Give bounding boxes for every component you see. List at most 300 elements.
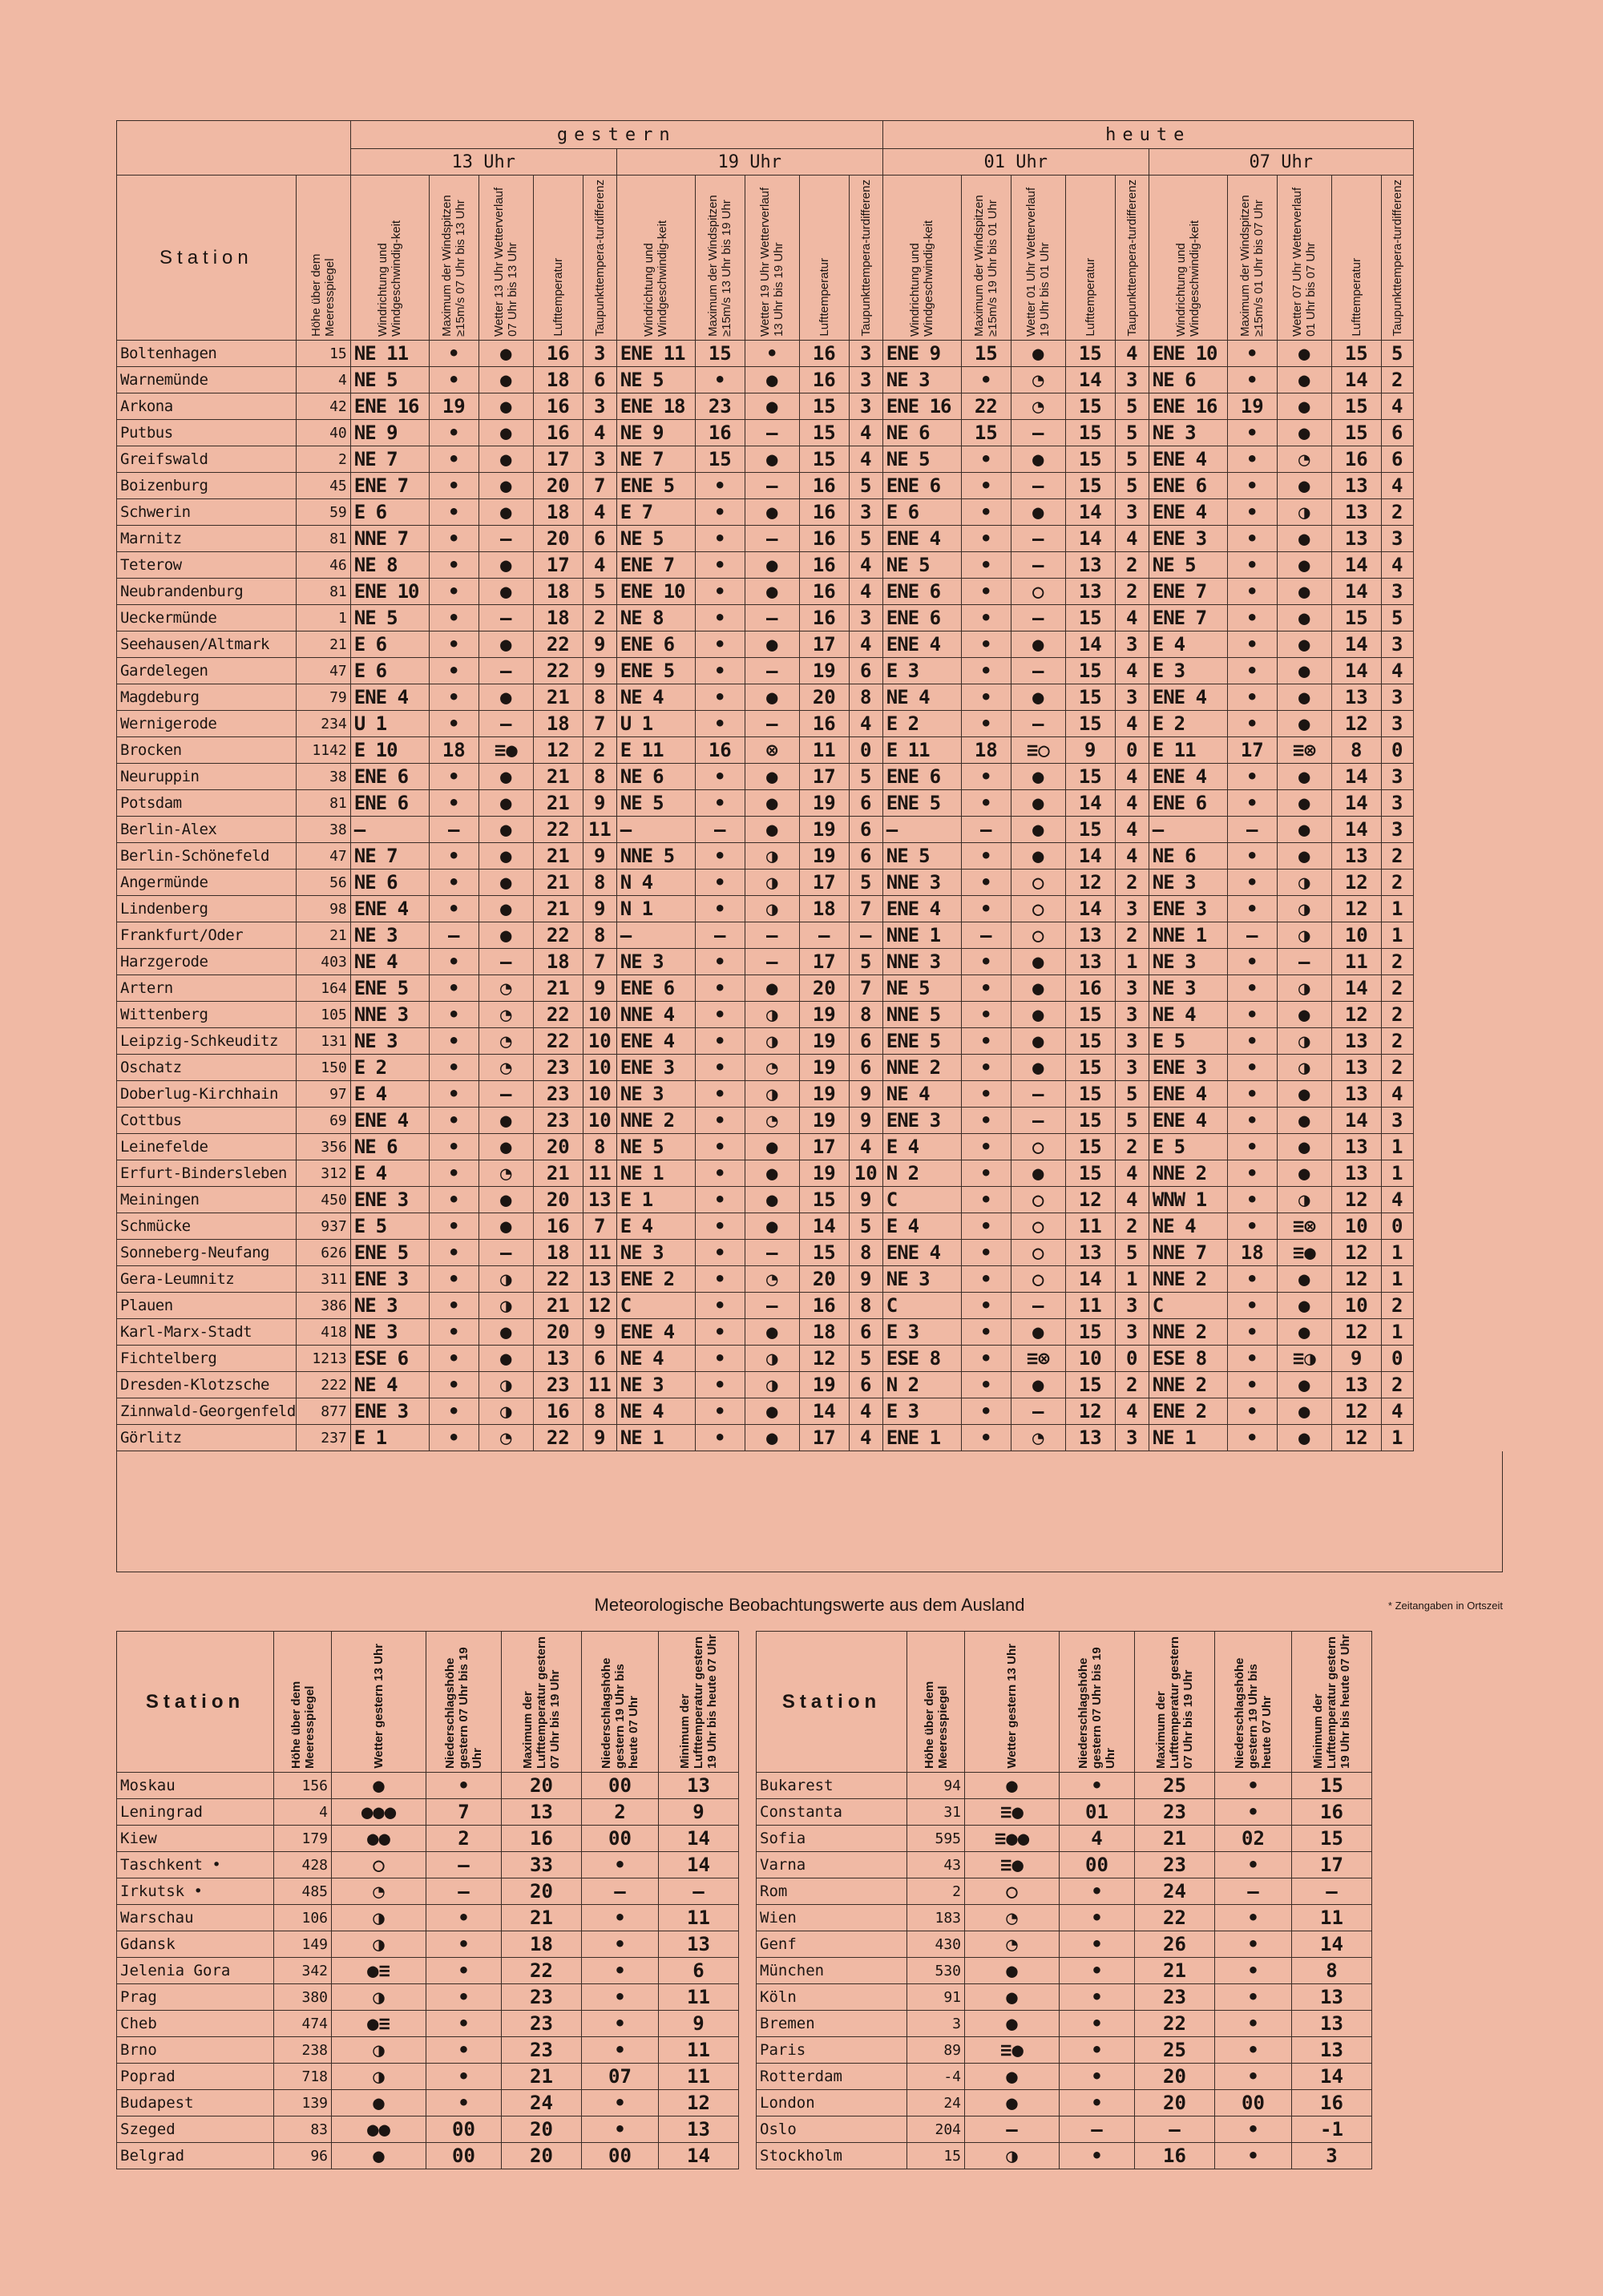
data-cell: • (695, 1346, 745, 1372)
data-cell: NE 8 (616, 605, 695, 632)
data-cell: • (1227, 1081, 1277, 1108)
data-cell: 16 (1065, 975, 1115, 1002)
data-cell: ●≡ (332, 1958, 426, 1984)
data-cell: • (582, 1958, 659, 1984)
data-cell: 14 (1331, 632, 1381, 658)
foreign-table (116, 1631, 1372, 2169)
data-cell: 11 (583, 1372, 616, 1398)
foreign-column-header: Maximum der Lufttemperatur gestern 07 Uhr bis 19 Uhr (1135, 1632, 1215, 1773)
column-header-h01-2: Wetter 01 Uhr Wetterverlauf 19 Uhr bis 01 Uhr (1011, 176, 1065, 341)
data-cell: ○ (1011, 1187, 1065, 1213)
data-cell: NE 5 (882, 843, 961, 870)
data-cell: – (478, 949, 533, 975)
data-cell: 6 (849, 790, 882, 817)
data-cell: NNE 5 (882, 1002, 961, 1028)
data-cell: 7 (583, 473, 616, 499)
data-cell: • (429, 1160, 478, 1187)
station-altitude: 403 (296, 949, 350, 975)
data-cell: 4 (1060, 1826, 1135, 1852)
data-cell: C (1149, 1293, 1227, 1319)
data-cell: 4 (583, 499, 616, 526)
data-cell: ● (745, 1187, 799, 1213)
data-cell: 4 (849, 1134, 882, 1160)
data-cell: • (961, 1002, 1011, 1028)
data-cell: • (429, 896, 478, 922)
data-cell: 21 (533, 764, 583, 790)
data-cell: ◔ (1011, 367, 1065, 393)
data-cell: 7 (583, 1213, 616, 1240)
data-cell: 4 (583, 552, 616, 579)
data-cell: 14 (1331, 764, 1381, 790)
data-cell: ● (478, 393, 533, 420)
data-cell: 13 (1331, 684, 1381, 711)
data-cell: 530 (907, 1958, 965, 1984)
data-cell: • (1215, 2143, 1292, 2169)
data-cell: • (961, 1240, 1011, 1266)
data-cell: – (1060, 2116, 1135, 2143)
data-cell: 15 (1065, 1319, 1115, 1346)
table-row (117, 843, 1414, 870)
column-header-g19-1: Maximum der Windspitzen ≥15m/s 13 Uhr bis 19 Uhr (695, 176, 745, 341)
data-cell: C (882, 1293, 961, 1319)
data-cell: 183 (907, 1905, 965, 1931)
data-cell: 4 (1115, 341, 1149, 367)
data-cell: NNE 3 (882, 949, 961, 975)
data-cell: – (478, 1240, 533, 1266)
data-cell: 25 (1135, 1773, 1215, 1799)
data-cell: 12 (1065, 1187, 1115, 1213)
column-header-h07-4: Taupunkttempera-turdifferenz (1381, 176, 1413, 341)
data-cell: • (429, 632, 478, 658)
data-cell: 00 (1060, 1852, 1135, 1878)
station-name: Karl-Marx-Stadt (117, 1319, 297, 1346)
column-header-g13-0: Windrichtung und Windgeschwindig-keit (350, 176, 429, 341)
data-cell: ENE 4 (882, 526, 961, 552)
data-cell: 4 (849, 579, 882, 605)
data-cell: 22 (533, 1028, 583, 1055)
data-cell: ◑ (745, 1081, 799, 1108)
data-cell: ● (1277, 1160, 1331, 1187)
data-cell: • (695, 870, 745, 896)
data-cell: 7 (849, 896, 882, 922)
data-cell: ● (1011, 1028, 1065, 1055)
data-cell: NE 6 (350, 870, 429, 896)
data-cell: E 3 (882, 1398, 961, 1425)
data-cell: • (429, 1266, 478, 1293)
data-cell: 2 (582, 1799, 659, 1826)
data-cell: ● (1011, 632, 1065, 658)
data-cell: 15 (1331, 393, 1381, 420)
data-cell: ENE 3 (1149, 896, 1227, 922)
data-cell: 15 (1065, 684, 1115, 711)
data-cell: 2 (1381, 1028, 1413, 1055)
data-cell: 22 (533, 632, 583, 658)
data-cell: • (1227, 341, 1277, 367)
data-cell: 106 (274, 1905, 332, 1931)
data-cell: E 3 (882, 1319, 961, 1346)
header-19-uhr: 19 Uhr (616, 149, 882, 176)
data-cell: ENE 6 (350, 764, 429, 790)
data-cell: 16 (799, 499, 849, 526)
data-cell: NNE 1 (1149, 922, 1227, 949)
data-cell: • (429, 1187, 478, 1213)
station-name: Brocken (117, 737, 297, 764)
data-cell: ENE 2 (616, 1266, 695, 1293)
data-cell: • (1227, 367, 1277, 393)
data-cell: ● (745, 579, 799, 605)
data-cell: 31 (907, 1799, 965, 1826)
station-rows (117, 341, 1414, 1451)
data-cell: ◑ (478, 1398, 533, 1425)
data-cell: 19 (799, 1160, 849, 1187)
data-cell: 23 (695, 393, 745, 420)
data-cell: 10 (849, 1160, 882, 1187)
data-cell: NE 4 (1149, 1002, 1227, 1028)
column-header-g13-1: Maximum der Windspitzen ≥15m/s 07 Uhr bis 13 Uhr (429, 176, 478, 341)
data-cell: 4 (1381, 658, 1413, 684)
data-cell: NE 5 (1149, 552, 1227, 579)
data-cell: • (961, 1346, 1011, 1372)
data-cell: 11 (659, 2064, 739, 2090)
data-cell: 13 (1331, 473, 1381, 499)
foreign-spacer (739, 1878, 757, 1905)
data-cell: 3 (1115, 1002, 1149, 1028)
data-cell: ● (332, 2143, 426, 2169)
data-cell: ENE 10 (1149, 341, 1227, 367)
data-cell: • (582, 1931, 659, 1958)
data-cell: NE 6 (1149, 843, 1227, 870)
table-row (117, 1187, 1414, 1213)
table-row (117, 870, 1414, 896)
data-cell: 20 (533, 473, 583, 499)
data-cell: NE 5 (616, 526, 695, 552)
data-cell: • (1227, 1108, 1277, 1134)
data-cell: NE 1 (616, 1160, 695, 1187)
data-cell: 8 (849, 1240, 882, 1266)
data-cell: 3 (1115, 896, 1149, 922)
data-cell: E 10 (350, 737, 429, 764)
data-cell: ◑ (332, 1905, 426, 1931)
data-cell: • (695, 1002, 745, 1028)
data-cell: • (695, 1081, 745, 1108)
data-cell: ◔ (332, 1878, 426, 1905)
foreign-column-header: Höhe über dem Meeresspiegel (907, 1632, 965, 1773)
data-cell: ENE 6 (882, 579, 961, 605)
data-cell: 13 (1331, 1081, 1381, 1108)
data-cell: NNE 2 (1149, 1319, 1227, 1346)
station-altitude: 237 (296, 1425, 350, 1451)
data-cell: • (1060, 1878, 1135, 1905)
data-cell: NE 3 (1149, 949, 1227, 975)
data-cell: 6 (849, 658, 882, 684)
data-cell: 14 (1065, 843, 1115, 870)
data-cell: • (426, 2011, 502, 2037)
data-cell: E 11 (616, 737, 695, 764)
station-name: Stockholm (757, 2143, 907, 2169)
data-cell: NE 9 (350, 420, 429, 446)
data-cell: 12 (1331, 1002, 1381, 1028)
column-header-g19-0: Windrichtung und Windgeschwindig-keit (616, 176, 695, 341)
data-cell: • (961, 1160, 1011, 1187)
data-cell: 430 (907, 1931, 965, 1958)
foreign-spacer (739, 1905, 757, 1931)
data-cell: 12 (1331, 870, 1381, 896)
data-cell: ENE 3 (350, 1266, 429, 1293)
data-cell: – (1011, 605, 1065, 632)
data-cell: • (429, 1108, 478, 1134)
data-cell: ● (478, 473, 533, 499)
data-cell: • (1227, 605, 1277, 632)
data-cell: ● (745, 1134, 799, 1160)
data-cell: ESE 8 (882, 1346, 961, 1372)
data-cell: NNE 7 (1149, 1240, 1227, 1266)
table-row (117, 764, 1414, 790)
data-cell: ● (478, 1108, 533, 1134)
data-cell: NE 7 (350, 446, 429, 473)
data-cell: NE 7 (350, 843, 429, 870)
data-cell: 4 (849, 711, 882, 737)
data-cell: 9 (849, 1266, 882, 1293)
station-name: Wittenberg (117, 1002, 297, 1028)
data-cell: • (961, 896, 1011, 922)
data-cell: ENE 4 (882, 896, 961, 922)
blank-section (116, 1451, 1503, 1572)
table-row (117, 1372, 1414, 1398)
data-cell: • (429, 790, 478, 817)
data-cell: 14 (1065, 526, 1115, 552)
data-cell: ● (745, 1425, 799, 1451)
data-cell: • (582, 1905, 659, 1931)
data-cell: ● (478, 499, 533, 526)
foreign-spacer (739, 2064, 757, 2090)
data-cell: – (745, 711, 799, 737)
station-name: Harzgerode (117, 949, 297, 975)
station-altitude: 1142 (296, 737, 350, 764)
header-heute: heute (882, 121, 1413, 149)
data-cell: 13 (659, 1773, 739, 1799)
data-cell: ENE 6 (350, 790, 429, 817)
data-cell: NNE 3 (350, 1002, 429, 1028)
table-row (117, 737, 1414, 764)
data-cell: 474 (274, 2011, 332, 2037)
data-cell: – (961, 922, 1011, 949)
data-cell: 3 (1381, 1108, 1413, 1134)
data-cell: 22 (533, 817, 583, 843)
data-cell: ● (478, 341, 533, 367)
data-cell: • (429, 420, 478, 446)
table-row (117, 632, 1414, 658)
data-cell: ● (745, 367, 799, 393)
data-cell: ENE 3 (882, 1108, 961, 1134)
foreign-column-header: Niederschlagshöhe gestern 19 Uhr bis heute 07 Uhr (582, 1632, 659, 1773)
data-cell: 8 (849, 1293, 882, 1319)
data-cell: 1 (1381, 1266, 1413, 1293)
data-cell: 15 (1065, 341, 1115, 367)
data-cell: ○ (332, 1852, 426, 1878)
data-cell: • (961, 1081, 1011, 1108)
data-cell: 15 (907, 2143, 965, 2169)
data-cell: ENE 3 (350, 1187, 429, 1213)
data-cell: NE 5 (616, 367, 695, 393)
station-altitude: 2 (296, 446, 350, 473)
data-cell: NE 1 (1149, 1425, 1227, 1451)
data-cell: E 6 (350, 658, 429, 684)
data-cell: NE 3 (1149, 420, 1227, 446)
data-cell: 9 (583, 896, 616, 922)
data-cell: ● (1277, 526, 1331, 552)
data-cell: ● (1277, 1398, 1331, 1425)
data-cell: ● (478, 817, 533, 843)
data-cell: 21 (533, 1293, 583, 1319)
data-cell: 8 (1331, 737, 1381, 764)
data-cell: • (1060, 1958, 1135, 1984)
data-cell: 11 (799, 737, 849, 764)
data-cell: 12 (533, 737, 583, 764)
data-cell: 96 (274, 2143, 332, 2169)
data-cell: E 5 (1149, 1028, 1227, 1055)
header-gestern: gestern (350, 121, 882, 149)
data-cell: • (429, 1028, 478, 1055)
data-cell: • (961, 1028, 1011, 1055)
data-cell: 15 (1065, 1108, 1115, 1134)
data-cell: 14 (1331, 579, 1381, 605)
data-cell: 94 (907, 1773, 965, 1799)
data-cell: 15 (799, 420, 849, 446)
data-cell: 15 (799, 393, 849, 420)
foreign-column-header: Station (117, 1632, 274, 1773)
data-cell: NE 7 (616, 446, 695, 473)
data-cell: • (961, 526, 1011, 552)
data-cell: • (695, 684, 745, 711)
data-cell: ENE 2 (1149, 1398, 1227, 1425)
data-cell: 23 (533, 1372, 583, 1398)
data-cell: NE 5 (350, 367, 429, 393)
data-cell: – (961, 817, 1011, 843)
data-cell: 19 (799, 1108, 849, 1134)
data-cell: • (429, 1134, 478, 1160)
data-cell: ENE 4 (350, 896, 429, 922)
data-cell: 13 (659, 1931, 739, 1958)
data-cell: • (429, 975, 478, 1002)
data-cell: NE 3 (350, 922, 429, 949)
data-cell: ● (332, 1773, 426, 1799)
data-cell: ● (745, 393, 799, 420)
data-cell: 10 (583, 1028, 616, 1055)
data-cell: 16 (1331, 446, 1381, 473)
data-cell: – (1011, 1398, 1065, 1425)
data-cell: 6 (1381, 446, 1413, 473)
data-cell: 0 (849, 737, 882, 764)
data-cell: NE 6 (1149, 367, 1227, 393)
data-cell: • (1227, 684, 1277, 711)
data-cell: NE 4 (616, 1346, 695, 1372)
foreign-column-header: Niederschlagshöhe gestern 07 Uhr bis 19 Uhr (1060, 1632, 1135, 1773)
data-cell: 11 (1065, 1293, 1115, 1319)
data-cell: • (429, 764, 478, 790)
data-cell: ● (1277, 1134, 1331, 1160)
data-cell: 15 (1065, 658, 1115, 684)
station-name: Neuruppin (117, 764, 297, 790)
table-row (117, 1081, 1414, 1108)
station-name: Ueckermünde (117, 605, 297, 632)
column-header-h01-3: Lufttemperatur (1065, 176, 1115, 341)
station-name: Sonneberg-Neufang (117, 1240, 297, 1266)
station-altitude: 937 (296, 1213, 350, 1240)
table-row (117, 1826, 1372, 1852)
data-cell: 9 (849, 1187, 882, 1213)
data-cell: • (1215, 2011, 1292, 2037)
table-row (117, 1240, 1414, 1266)
data-cell: 15 (1065, 420, 1115, 446)
data-cell: 18 (533, 605, 583, 632)
data-cell: ● (965, 2064, 1060, 2090)
data-cell: ENE 4 (882, 632, 961, 658)
data-cell: 5 (1115, 420, 1149, 446)
data-cell: ○ (965, 1878, 1060, 1905)
data-cell: 14 (1065, 790, 1115, 817)
data-cell: • (582, 1852, 659, 1878)
foreign-column-header: Wetter gestern 13 Uhr (965, 1632, 1060, 1773)
table-row (117, 1773, 1372, 1799)
data-cell: NE 11 (350, 341, 429, 367)
header-13-uhr: 13 Uhr (350, 149, 616, 176)
data-cell: • (1215, 2064, 1292, 2090)
station-name: Taschkent • (117, 1852, 274, 1878)
data-cell: • (961, 1319, 1011, 1346)
data-cell: ◑ (478, 1266, 533, 1293)
table-row (117, 1108, 1414, 1134)
data-cell: – (350, 817, 429, 843)
station-name: Paris (757, 2037, 907, 2064)
table-row (117, 2064, 1372, 2090)
data-cell: 3 (1115, 1028, 1149, 1055)
data-cell: • (695, 896, 745, 922)
table-row (117, 975, 1414, 1002)
data-cell: ○ (1011, 1240, 1065, 1266)
data-cell: 15 (1065, 1028, 1115, 1055)
data-cell: ● (1277, 367, 1331, 393)
data-cell: 179 (274, 1826, 332, 1852)
data-cell: 24 (907, 2090, 965, 2116)
data-cell: • (429, 499, 478, 526)
data-cell: ● (478, 1346, 533, 1372)
data-cell: 00 (582, 1826, 659, 1852)
data-cell: • (961, 658, 1011, 684)
data-cell: ENE 6 (882, 605, 961, 632)
data-cell: ENE 4 (1149, 684, 1227, 711)
data-cell: ◔ (965, 1931, 1060, 1958)
station-name: Leipzig-Schkeuditz (117, 1028, 297, 1055)
station-name: Bukarest (757, 1773, 907, 1799)
data-cell: ENE 5 (616, 658, 695, 684)
data-cell: ● (1277, 843, 1331, 870)
station-name: Wernigerode (117, 711, 297, 737)
data-cell: – (1292, 1878, 1372, 1905)
data-cell: ● (965, 1958, 1060, 1984)
data-cell: 14 (799, 1213, 849, 1240)
data-cell: 2 (583, 605, 616, 632)
data-cell: NNE 1 (882, 922, 961, 949)
data-cell: – (745, 605, 799, 632)
data-cell: • (1227, 1266, 1277, 1293)
data-cell: NNE 2 (1149, 1160, 1227, 1187)
data-cell: • (1215, 1773, 1292, 1799)
table-row (117, 790, 1414, 817)
data-cell: 5 (849, 764, 882, 790)
table-row (117, 1905, 1372, 1931)
data-cell: • (695, 526, 745, 552)
data-cell: 6 (849, 843, 882, 870)
